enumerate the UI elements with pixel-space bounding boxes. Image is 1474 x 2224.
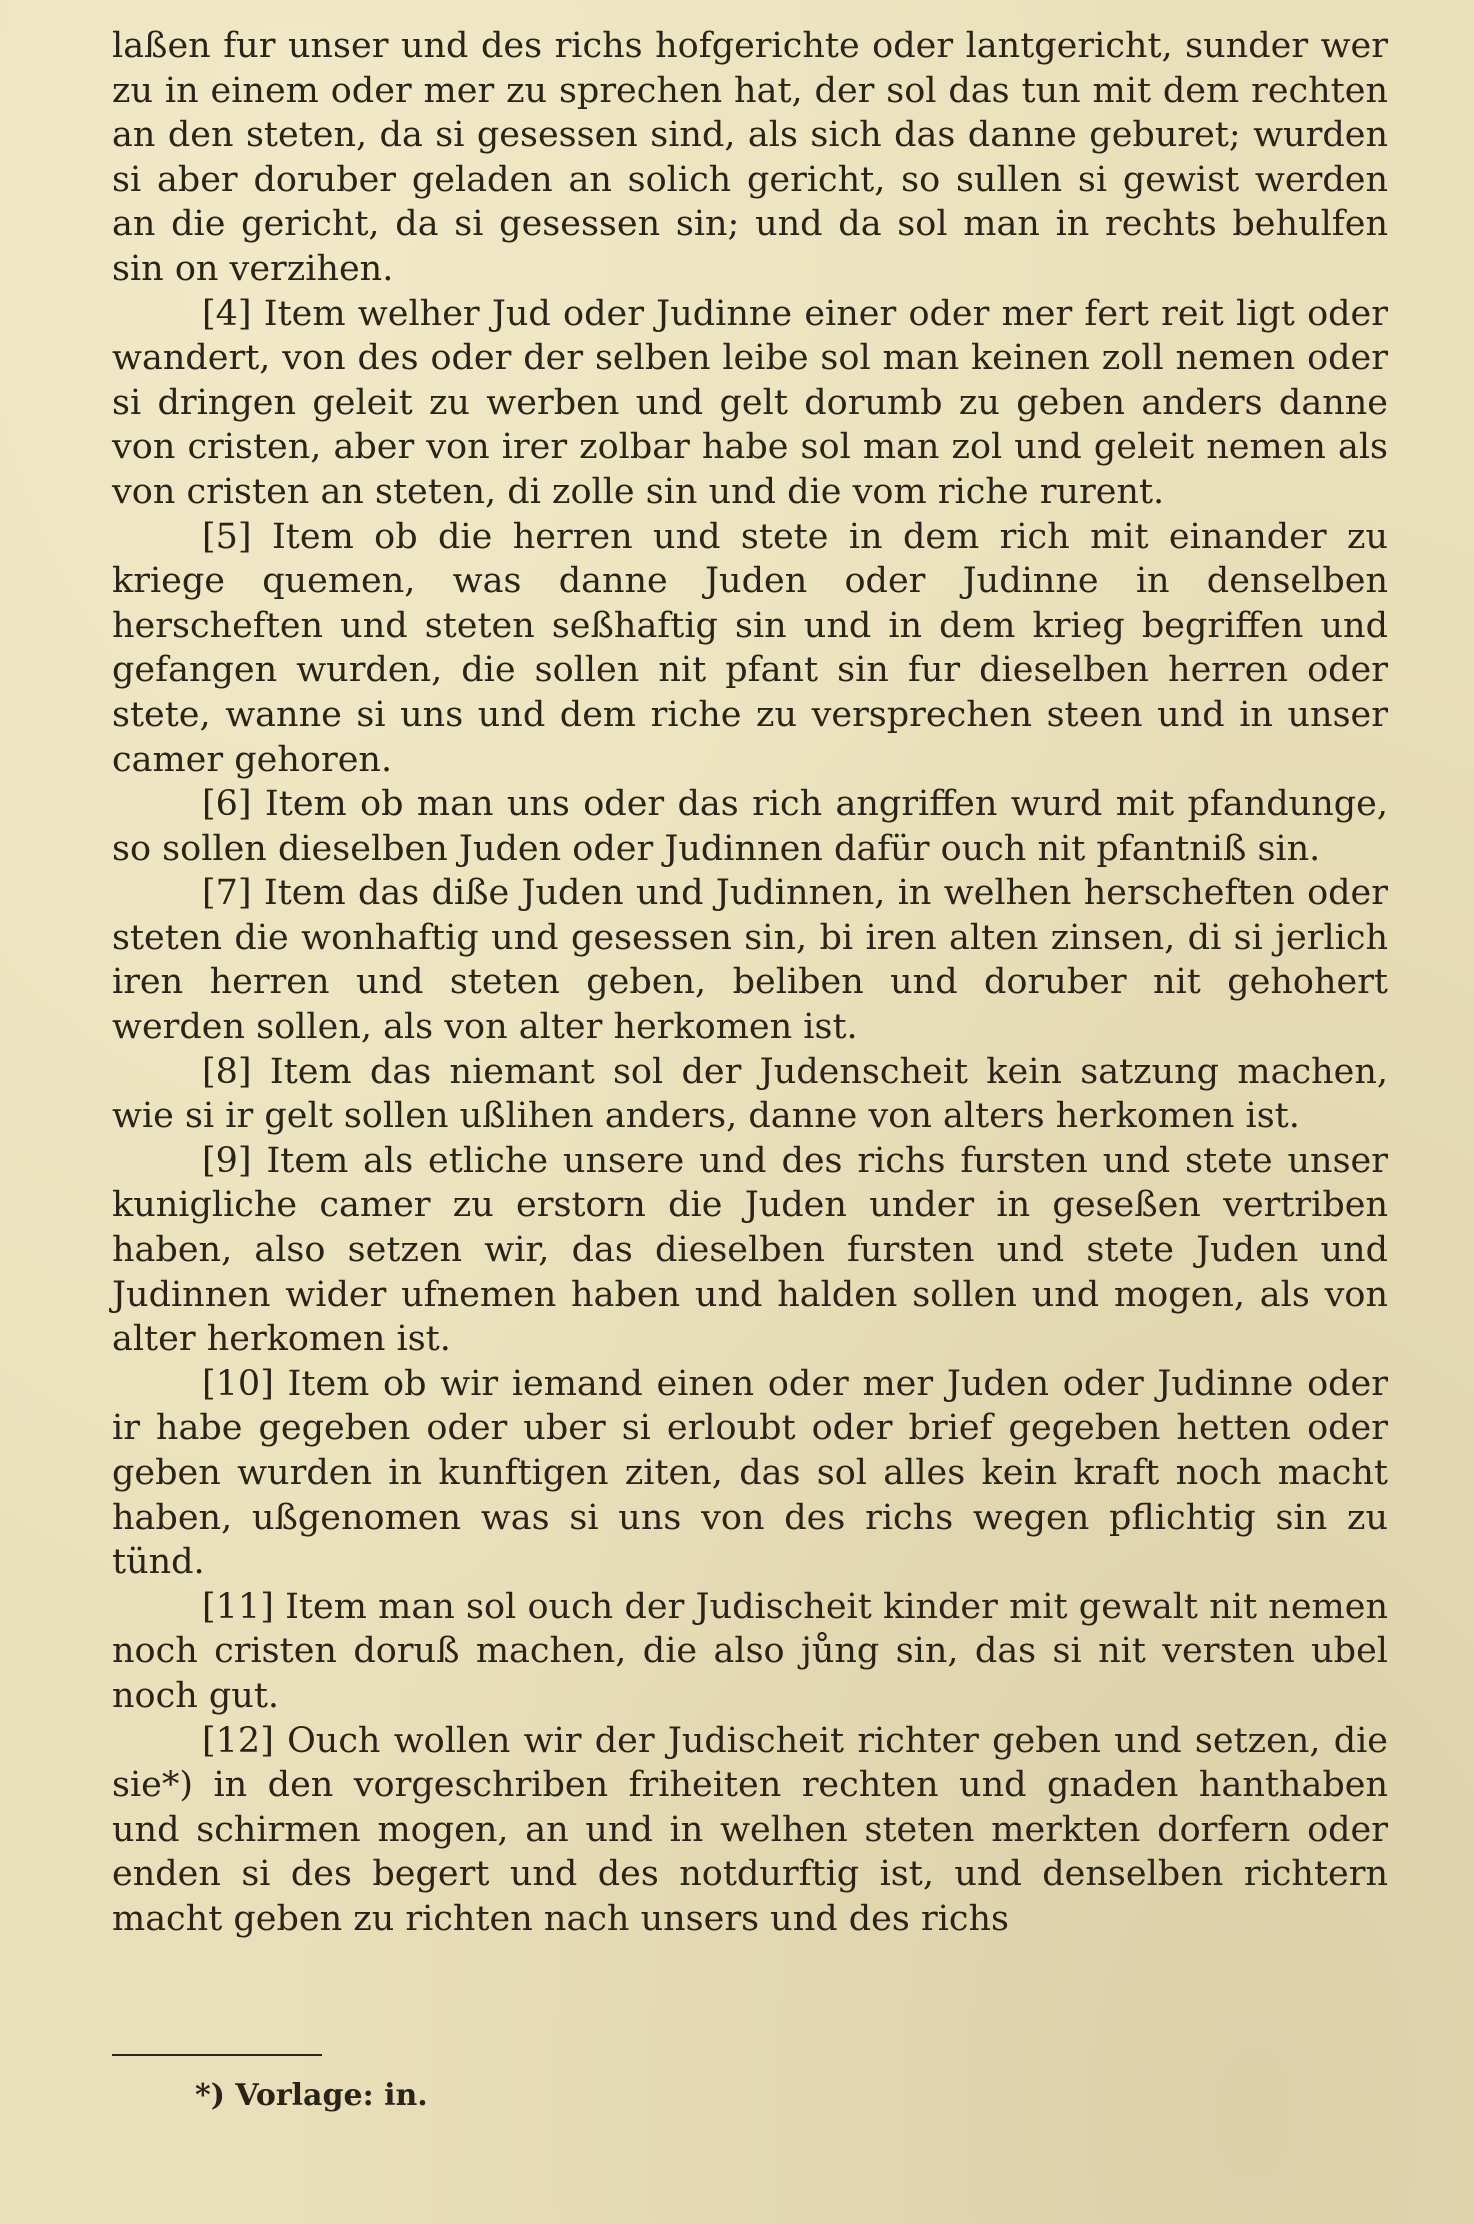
paragraph-5: [5] Item ob die herren und stete in dem rich mit einander zu kriege quemen, was danne Juden oder Judinne in denselben herscheften und steten seßhaftig sin und in dem krieg begriffen und gefangen wurden, die sollen nit pfant sin fur dieselben herren oder stete, wanne si uns und dem riche zu versprechen steen und in unser camer gehoren. xyxy=(112,516,1388,780)
page-body xyxy=(112,24,1388,1942)
paragraph-7: [7] Item das diße Juden und Judinnen, in welhen herscheften oder steten die wonhaftig und gesessen sin, bi iren alten zinsen, di si jerlich iren herren und steten geben, beliben und doruber nit gehohert werden sollen, als von alter herkomen ist. xyxy=(112,873,1388,1048)
paragraph-9: [9] Item als etliche unsere und des richs fursten und stete unser kunigliche camer zu erstorn die Juden under in geseßen vertriben haben, also setzen wir, das dieselben fursten und stete Juden und Judinnen wider ufnemen haben und halden sollen und mogen, als von alter herkomen ist. xyxy=(112,1140,1388,1360)
paragraph-12: [12] Ouch wollen wir der Judischeit richter geben und setzen, die sie*) in den vorgeschriben friheiten rechten und gnaden hanthaben und schirmen mogen, an und in welhen steten merkten dorfern oder enden si des begert und des notdurftig ist, und denselben richtern macht geben zu richten nach unsers und des richs xyxy=(112,1720,1388,1939)
paragraph-6: [6] Item ob man uns oder das rich angriffen wurd mit pfandunge, so sollen dieselben Juden oder Judinnen dafür ouch nit pfantniß sin. xyxy=(112,784,1388,869)
paragraph-11: [11] Item man sol ouch der Judischeit kinder mit gewalt nit nemen noch cristen doruß machen, die also jůng sin, das si nit versten ubel noch gut. xyxy=(112,1586,1388,1716)
paragraph-10: [10] Item ob wir iemand einen oder mer Juden oder Judinne oder ir habe gegeben oder uber si erloubt oder brief gegeben hetten oder geben wurden in kunftigen ziten, das sol alles kein kraft noch macht haben, ußgenomen was si uns von des richs wegen pflichtig sin zu tünd. xyxy=(112,1363,1388,1583)
footnote: *) Vorlage: in. xyxy=(195,2078,428,2113)
paragraph-4: [4] Item welher Jud oder Judinne einer oder mer fert reit ligt oder wandert, von des oder der selben leibe sol man keinen zoll nemen oder si dringen geleit zu werben und gelt dorumb zu geben anders danne von cristen, aber von irer zolbar habe sol man zol und geleit nemen als von cristen an steten, di zolle sin und die vom riche rurent. xyxy=(112,293,1388,512)
paragraph-continuation: laßen fur unser und des richs hofgerichte oder lantgericht, sunder wer zu in einem oder mer zu sprechen hat, der sol das tun mit dem rechten an den steten, da si gesessen sind, als sich das danne geburet; wurden si aber doruber geladen an solich gericht, so sullen si gewist werden an die gericht, da si gesessen sin; und da sol man in rechts behulfen sin on verzihen. xyxy=(112,26,1388,289)
paragraph-8: [8] Item das niemant sol der Judenscheit kein satzung machen, wie si ir gelt sollen ußlihen anders, danne von alters herkomen ist. xyxy=(112,1051,1388,1137)
footnote-divider xyxy=(112,2054,322,2056)
